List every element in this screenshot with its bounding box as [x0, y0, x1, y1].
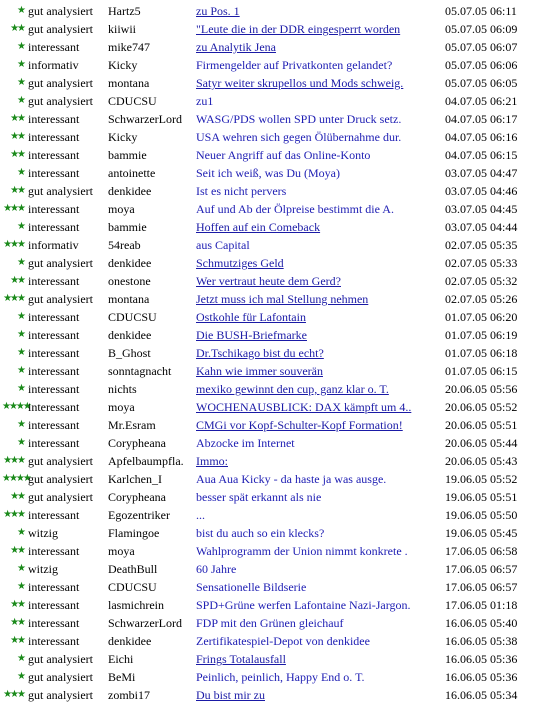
star-rating-icon: ★★ [10, 149, 24, 160]
posting-timestamp: 19.06.05 05:45 [445, 526, 518, 540]
username[interactable]: zombi17 [108, 688, 150, 702]
star-rating-icon: ★ [17, 59, 24, 70]
star-rating-icon: ★ [17, 221, 24, 232]
star-rating-icon: ★ [17, 329, 24, 340]
rating-label: gut analysiert [28, 688, 93, 702]
posting-title-link[interactable]: CMGi vor Kopf-Schulter-Kopf Formation! [196, 418, 403, 432]
star-rating-icon: ★ [17, 365, 24, 376]
star-rating-icon: ★ [17, 527, 24, 538]
rating-label: interessant [28, 598, 80, 612]
posting-timestamp: 17.06.05 06:58 [445, 544, 518, 558]
username[interactable]: SchwarzerLord [108, 112, 182, 126]
list-item [0, 470, 553, 488]
username[interactable]: Karlchen_I [108, 472, 162, 486]
star-rating-icon: ★ [17, 437, 24, 448]
list-item [0, 452, 553, 470]
posting-title-link[interactable]: bist du auch so ein klecks? [196, 526, 325, 540]
username[interactable]: Egozentriker [108, 508, 170, 522]
posting-title-link[interactable]: Abzocke im Internet [196, 436, 295, 450]
username[interactable]: moya [108, 400, 135, 414]
username[interactable]: denkidee [108, 328, 152, 342]
posting-title-link[interactable]: Satyr weiter skrupellos und Mods schweig. [196, 76, 404, 90]
star-rating-icon: ★ [17, 5, 24, 16]
star-rating-icon: ★★★★ [2, 401, 30, 412]
star-rating-icon: ★ [17, 383, 24, 394]
rating-label: gut analysiert [28, 292, 93, 306]
posting-timestamp: 03.07.05 04:45 [445, 202, 518, 216]
username[interactable]: Hartz5 [108, 4, 141, 18]
star-rating-icon: ★ [17, 167, 24, 178]
posting-timestamp: 05.07.05 06:06 [445, 58, 518, 72]
posting-timestamp: 17.06.05 01:18 [445, 598, 518, 612]
rating-label: interessant [28, 418, 80, 432]
star-rating-icon: ★★★ [3, 509, 24, 520]
rating-label: interessant [28, 310, 80, 324]
star-rating-icon: ★ [17, 41, 24, 52]
posting-title-link[interactable]: Schmutziges Geld [196, 256, 284, 270]
posting-title-link[interactable]: ... [196, 508, 205, 522]
posting-title-link[interactable]: Immo: [196, 454, 228, 468]
posting-title-link[interactable]: WASG/PDS wollen SPD unter Druck setz. [196, 112, 402, 126]
posting-timestamp: 19.06.05 05:52 [445, 472, 518, 486]
list-item [0, 2, 553, 20]
rating-label: interessant [28, 544, 80, 558]
rating-label: interessant [28, 148, 80, 162]
star-rating-icon: ★ [17, 347, 24, 358]
list-item [0, 92, 553, 110]
list-item [0, 578, 553, 596]
username[interactable]: denkidee [108, 256, 152, 270]
posting-timestamp: 16.06.05 05:34 [445, 688, 518, 702]
posting-title-link[interactable]: Peinlich, peinlich, Happy End o. T. [196, 670, 365, 684]
star-rating-icon: ★ [17, 311, 24, 322]
posting-timestamp: 16.06.05 05:36 [445, 670, 518, 684]
posting-timestamp: 02.07.05 05:33 [445, 256, 518, 270]
list-item [0, 254, 553, 272]
list-item [0, 218, 553, 236]
username[interactable]: Corypheana [108, 490, 166, 504]
posting-timestamp: 16.06.05 05:40 [445, 616, 518, 630]
posting-timestamp: 04.07.05 06:21 [445, 94, 518, 108]
star-rating-icon: ★★★★ [2, 473, 30, 484]
rating-label: interessant [28, 436, 80, 450]
rating-label: witzig [28, 526, 58, 540]
rating-label: witzig [28, 562, 58, 576]
rating-label: gut analysiert [28, 4, 93, 18]
username[interactable]: Mr.Esram [108, 418, 156, 432]
posting-title-link[interactable]: 60 Jahre [196, 562, 237, 576]
username[interactable]: kiiwii [108, 22, 137, 36]
star-rating-icon: ★★★ [3, 689, 24, 700]
posting-timestamp: 20.06.05 05:52 [445, 400, 518, 414]
star-rating-icon: ★★★ [3, 455, 24, 466]
username[interactable]: Apfelbaumpfla. [108, 454, 184, 468]
list-item [0, 128, 553, 146]
star-rating-icon: ★★ [10, 23, 24, 34]
posting-timestamp: 03.07.05 04:46 [445, 184, 518, 198]
username[interactable]: denkidee [108, 184, 152, 198]
star-rating-icon: ★★ [10, 491, 24, 502]
rating-label: interessant [28, 274, 80, 288]
posting-timestamp: 04.07.05 06:17 [445, 112, 518, 126]
list-item [0, 560, 553, 578]
posting-title-link[interactable]: Kahn wie immer souverän [196, 364, 323, 378]
username[interactable]: DeathBull [108, 562, 158, 576]
posting-title-link[interactable]: FDP mit den Grünen gleichauf [196, 616, 344, 630]
list-item [0, 398, 553, 416]
posting-timestamp: 02.07.05 05:32 [445, 274, 518, 288]
posting-timestamp: 05.07.05 06:09 [445, 22, 518, 36]
posting-title-link[interactable]: Wer vertraut heute dem Gerd? [196, 274, 341, 288]
posting-title-link[interactable]: Aua Aua Kicky - da haste ja was ausge. [196, 472, 387, 486]
posting-title-link[interactable]: Auf und Ab der Ölpreise bestimmt die A. [196, 202, 394, 216]
star-rating-icon: ★★ [10, 113, 24, 124]
list-item [0, 308, 553, 326]
list-item [0, 488, 553, 506]
list-item [0, 110, 553, 128]
username[interactable]: nichts [108, 382, 137, 396]
posting-timestamp: 20.06.05 05:56 [445, 382, 518, 396]
list-item [0, 236, 553, 254]
posting-timestamp: 05.07.05 06:07 [445, 40, 518, 54]
star-rating-icon: ★★★ [3, 239, 24, 250]
posting-timestamp: 20.06.05 05:43 [445, 454, 518, 468]
rating-label: informativ [28, 238, 79, 252]
rating-label: interessant [28, 508, 80, 522]
posting-title-link[interactable]: Hoffen auf ein Comeback [196, 220, 321, 234]
star-rating-icon: ★★ [10, 599, 24, 610]
list-item [0, 146, 553, 164]
list-item [0, 416, 553, 434]
username[interactable]: moya [108, 544, 135, 558]
list-item [0, 272, 553, 290]
posting-timestamp: 17.06.05 06:57 [445, 580, 518, 594]
list-item [0, 380, 553, 398]
username[interactable]: onestone [108, 274, 151, 288]
rating-label: interessant [28, 580, 80, 594]
username[interactable]: B_Ghost [108, 346, 151, 360]
posting-title-link[interactable]: Zertifikatespiel-Depot von denkidee [196, 634, 370, 648]
star-rating-icon: ★★★ [3, 293, 24, 304]
username[interactable]: bammie [108, 148, 147, 162]
posting-title-link[interactable]: Ist es nicht pervers [196, 184, 287, 198]
rating-label: gut analysiert [28, 472, 93, 486]
username[interactable]: Eichi [108, 652, 134, 666]
posting-title-link[interactable]: mexiko gewinnt den cup, ganz klar o. T. [196, 382, 389, 396]
posting-timestamp: 02.07.05 05:26 [445, 292, 518, 306]
list-item [0, 686, 553, 704]
rating-label: interessant [28, 364, 80, 378]
rating-label: interessant [28, 130, 80, 144]
rating-label: interessant [28, 202, 80, 216]
posting-timestamp: 04.07.05 06:15 [445, 148, 518, 162]
username[interactable]: CDUCSU [108, 94, 157, 108]
posting-title-link[interactable]: USA wehren sich gegen Ölübernahme dur. [196, 130, 402, 144]
list-item [0, 668, 553, 686]
list-item [0, 344, 553, 362]
username[interactable]: 54reab [108, 238, 141, 252]
username[interactable]: SchwarzerLord [108, 616, 182, 630]
username[interactable]: Flamingoe [108, 526, 160, 540]
username[interactable]: antoinette [108, 166, 156, 180]
username[interactable]: CDUCSU [108, 310, 157, 324]
posting-title-link[interactable]: Dr.Tschikago bist du echt? [196, 346, 324, 360]
list-item [0, 524, 553, 542]
star-rating-icon: ★ [17, 95, 24, 106]
list-item [0, 290, 553, 308]
list-item [0, 74, 553, 92]
list-item [0, 362, 553, 380]
username[interactable]: montana [108, 292, 150, 306]
posting-title-link[interactable]: Sensationelle Bildserie [196, 580, 307, 594]
posting-timestamp: 05.07.05 06:11 [445, 4, 517, 18]
rating-label: interessant [28, 400, 80, 414]
rating-label: gut analysiert [28, 652, 93, 666]
rating-label: gut analysiert [28, 490, 93, 504]
posting-timestamp: 01.07.05 06:20 [445, 310, 518, 324]
rating-label: interessant [28, 616, 80, 630]
rating-label: interessant [28, 166, 80, 180]
posting-timestamp: 05.07.05 06:05 [445, 76, 518, 90]
posting-title-link[interactable]: Seit ich weiß, was Du (Moya) [196, 166, 340, 180]
username[interactable]: Corypheana [108, 436, 166, 450]
rating-label: gut analysiert [28, 670, 93, 684]
posting-title-link[interactable]: Jetzt muss ich mal Stellung nehmen [196, 292, 369, 306]
list-item [0, 20, 553, 38]
username[interactable]: moya [108, 202, 135, 216]
posting-timestamp: 19.06.05 05:50 [445, 508, 518, 522]
star-rating-icon: ★ [17, 77, 24, 88]
list-item [0, 182, 553, 200]
posting-title-link[interactable]: besser spät erkannt als nie [196, 490, 322, 504]
username[interactable]: Kicky [108, 130, 138, 144]
posting-title-link[interactable]: "Leute die in der DDR eingesperrt worden [196, 22, 401, 36]
list-item [0, 326, 553, 344]
username[interactable]: BeMi [108, 670, 136, 684]
rating-label: gut analysiert [28, 22, 93, 36]
posting-timestamp: 01.07.05 06:19 [445, 328, 518, 342]
rating-label: gut analysiert [28, 94, 93, 108]
star-rating-icon: ★★ [10, 617, 24, 628]
list-item [0, 200, 553, 218]
star-rating-icon: ★ [17, 671, 24, 682]
star-rating-icon: ★★ [10, 275, 24, 286]
list-item [0, 38, 553, 56]
posting-title-link[interactable]: zu Analytik Jena [196, 40, 276, 54]
list-item [0, 614, 553, 632]
posting-timestamp: 04.07.05 06:16 [445, 130, 518, 144]
rating-label: interessant [28, 382, 80, 396]
star-rating-icon: ★★★ [3, 203, 24, 214]
username[interactable]: CDUCSU [108, 580, 157, 594]
posting-title-link[interactable]: Neuer Angriff auf das Online-Konto [196, 148, 371, 162]
rating-label: interessant [28, 328, 80, 342]
star-rating-icon: ★★ [10, 635, 24, 646]
posting-timestamp: 01.07.05 06:15 [445, 364, 518, 378]
posting-title-link[interactable]: Wahlprogramm der Union nimmt konkrete . [196, 544, 408, 558]
posting-timestamp: 20.06.05 05:51 [445, 418, 518, 432]
posting-timestamp: 20.06.05 05:44 [445, 436, 518, 450]
rating-label: gut analysiert [28, 454, 93, 468]
star-rating-icon: ★★ [10, 545, 24, 556]
username[interactable]: denkidee [108, 634, 152, 648]
posting-title-link[interactable]: zu1 [196, 94, 214, 108]
list-item [0, 596, 553, 614]
posting-timestamp: 16.06.05 05:36 [445, 652, 518, 666]
rating-label: gut analysiert [28, 76, 93, 90]
star-rating-icon: ★ [17, 257, 24, 268]
posting-timestamp: 19.06.05 05:51 [445, 490, 518, 504]
posting-title-link[interactable]: Die BUSH-Briefmarke [196, 328, 307, 342]
rating-label: gut analysiert [28, 184, 93, 198]
posting-title-link[interactable]: Du bist mir zu [196, 688, 265, 702]
username[interactable]: bammie [108, 220, 147, 234]
rating-label: informativ [28, 58, 79, 72]
rating-label: interessant [28, 220, 80, 234]
rating-label: interessant [28, 112, 80, 126]
posting-title-link[interactable]: zu Pos. 1 [196, 4, 240, 18]
username[interactable]: sonntagnacht [108, 364, 172, 378]
rating-label: gut analysiert [28, 256, 93, 270]
list-item [0, 164, 553, 182]
list-item [0, 632, 553, 650]
posting-timestamp: 03.07.05 04:44 [445, 220, 518, 234]
star-rating-icon: ★ [17, 581, 24, 592]
posting-timestamp: 02.07.05 05:35 [445, 238, 518, 252]
posting-title-link[interactable]: Ostkohle für Lafontain [196, 310, 306, 324]
star-rating-icon: ★ [17, 653, 24, 664]
star-rating-icon: ★ [17, 419, 24, 430]
posting-timestamp: 17.06.05 06:57 [445, 562, 518, 576]
list-item [0, 506, 553, 524]
posting-timestamp: 01.07.05 06:18 [445, 346, 518, 360]
star-rating-icon: ★★ [10, 131, 24, 142]
rating-label: interessant [28, 40, 80, 54]
username[interactable]: montana [108, 76, 150, 90]
posting-title-link[interactable]: Firmengelder auf Privatkonten gelandet? [196, 58, 393, 72]
rating-label: interessant [28, 346, 80, 360]
posting-title-link[interactable]: WOCHENAUSBLICK: DAX kämpft um 4.. [196, 400, 412, 414]
username[interactable]: Kicky [108, 58, 138, 72]
posting-title-link[interactable]: Frings Totalausfall [196, 652, 286, 666]
username[interactable]: mike747 [108, 40, 150, 54]
star-rating-icon: ★★ [10, 185, 24, 196]
posting-title-link[interactable]: SPD+Grüne werfen Lafontaine Nazi-Jargon. [196, 598, 411, 612]
star-rating-icon: ★ [17, 563, 24, 574]
list-item [0, 56, 553, 74]
list-item [0, 434, 553, 452]
list-item [0, 650, 553, 668]
posting-timestamp: 16.06.05 05:38 [445, 634, 518, 648]
list-item [0, 542, 553, 560]
rating-label: interessant [28, 634, 80, 648]
posting-title-link[interactable]: aus Capital [196, 238, 250, 252]
username[interactable]: lasmichrein [108, 598, 164, 612]
posting-timestamp: 03.07.05 04:47 [445, 166, 518, 180]
